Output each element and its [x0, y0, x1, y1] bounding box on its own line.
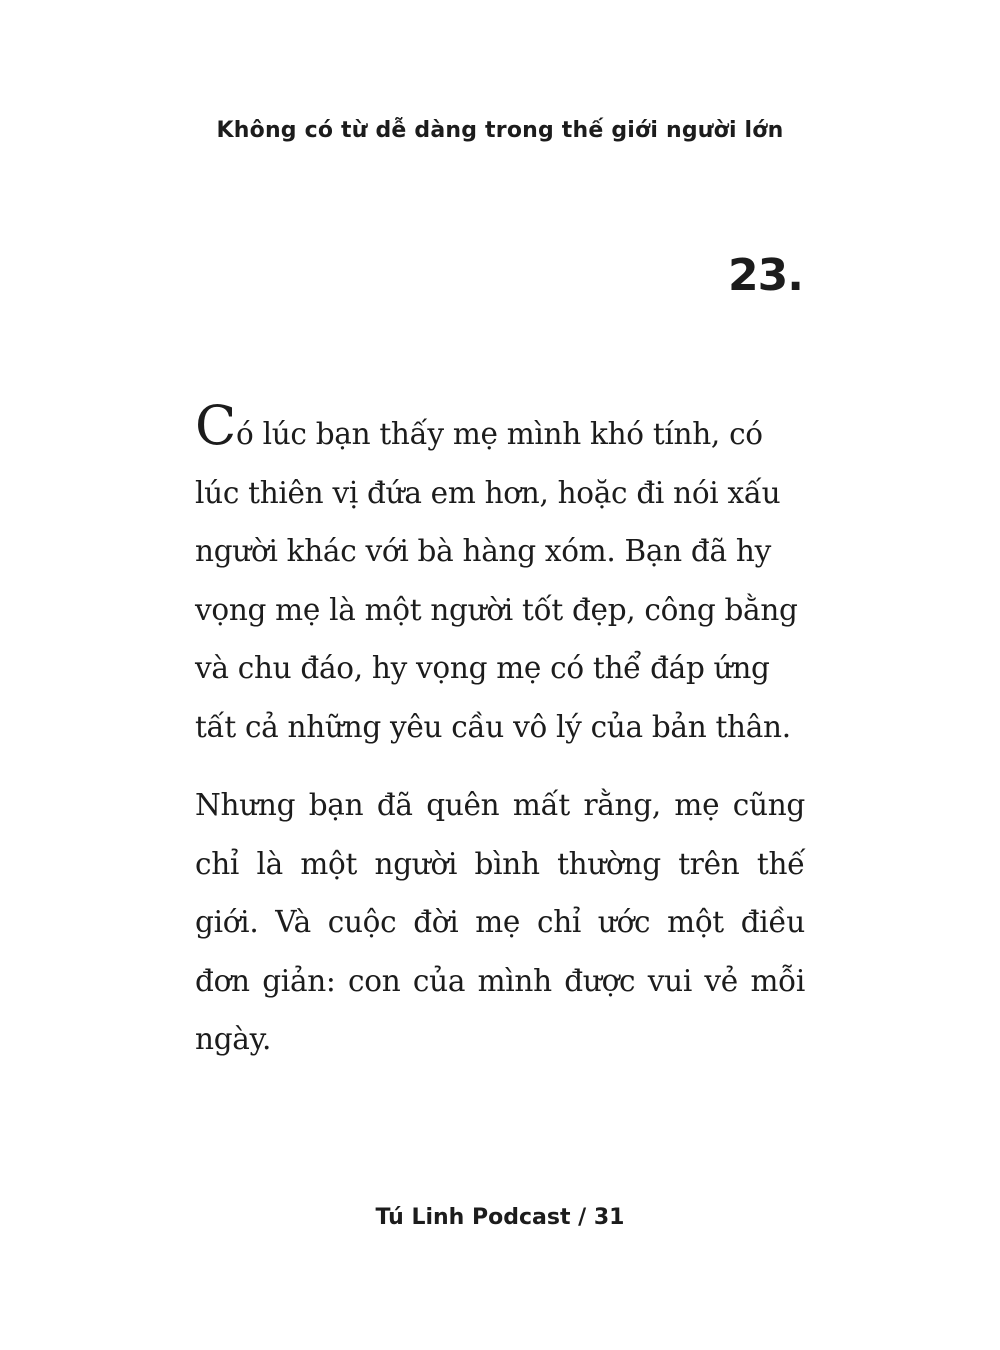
footer-separator: /: [570, 1205, 594, 1230]
paragraph-text: ó lúc bạn thấy mẹ mình khó tính, có lúc thiên vị đứa em hơn, hoặc đi nói xấu người khác với bà hàng xóm. Bạn đã hy vọng mẹ là một người tốt đẹp, công bằng và chu đáo, hy vọng mẹ có thể đáp ứng tất cả những yêu cầu vô lý của bản thân.: [195, 417, 798, 744]
body-text: [195, 394, 805, 1069]
paragraph: [195, 776, 805, 1069]
drop-cap: C: [195, 394, 237, 457]
page-footer: [0, 1205, 1000, 1230]
running-header: [0, 118, 1000, 143]
paragraph: [195, 394, 805, 756]
footer-author: Tú Linh Podcast: [375, 1205, 571, 1230]
book-title: Không có từ dễ dàng trong thế giới người lớn: [216, 118, 784, 143]
chapter-number: 23.: [728, 250, 803, 301]
paragraph-text: Nhưng bạn đã quên mất rằng, mẹ cũng chỉ là một người bình thường trên thế giới. Và cuộc đời mẹ chỉ ước một điều đơn giản: con của mình được vui vẻ mỗi ngày.: [195, 788, 805, 1056]
page-number: 31: [593, 1205, 625, 1230]
